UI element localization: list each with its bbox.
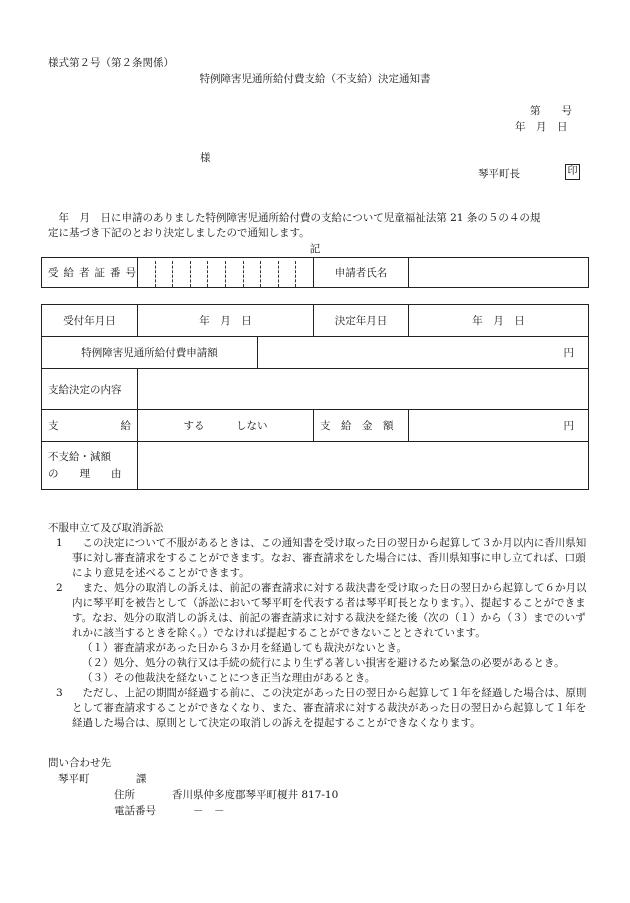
recipient-number-boxes[interactable] [138, 258, 314, 288]
decision-content-value[interactable] [138, 369, 589, 410]
contact-town: 琴平町 [58, 773, 90, 785]
reason-label: 不支給・減額 の 理 由 [42, 442, 138, 490]
appeal-subitem: （２）処分、処分の執行又は手続の続行により生ずる著しい損害を避けるため緊急の必要があるとき。 [82, 657, 565, 669]
decision-table [41, 304, 589, 490]
appeal-subitem: （３）その他裁決を経ないことにつき正当な理由があるとき。 [82, 672, 376, 684]
payment-options[interactable]: する しない [138, 410, 314, 442]
payment-amount-label: 支 給 金 額 [314, 410, 409, 442]
yen-unit: 円 [563, 347, 574, 359]
applied-amount-value[interactable] [258, 337, 589, 369]
form-number: 様式第２号（第２条関係） [48, 57, 174, 69]
appeal-item: 3 ただし、上記の期間が経過する前に、この決定があった日の翌日から起算して１年を経過した場合は、原則として審査請求することができなくなり、また、審査請求に対する裁決があった日の翌日から起算して１年を経過した場合は、原則として決定の取消しの訴えを提起することができなくなります。 [56, 687, 587, 729]
payment-amount-value[interactable] [409, 410, 589, 442]
document-date: 年 月 日 [515, 121, 568, 133]
appeal-item: 1 この決定について不服があるときは、この通知書を受け取った日の翌日から起算して３か月以内に香川県知事に対し審査請求をすることができます。なお、審査請求をした場合には、香川県知事に申し立てれば、口頭により意見を述べることができます。 [56, 537, 587, 579]
applied-amount-label: 特例障害児通所給付費申請額 [42, 337, 258, 369]
received-date-value[interactable]: 年 月 日 [138, 305, 314, 337]
addressee-suffix: 様 [200, 152, 211, 164]
phone-value: － － [193, 805, 225, 817]
document-number: 第 号 [530, 105, 572, 117]
recipient-table [41, 257, 589, 288]
seal-mark: 印 [565, 164, 580, 180]
payment-label: 支 給 [42, 410, 138, 442]
issuer-name: 琴平町長 [478, 168, 520, 180]
appeal-subitem: （１）審査請求があった日から３か月を経過しても裁決がないとき。 [82, 642, 407, 654]
yen-unit: 円 [563, 420, 574, 432]
intro-line-2: 定に基づき下記のとおり決定しましたので通知します。 [48, 227, 310, 239]
appeal-item: 2 また、処分の取消しの訴えは、前記の審査請求に対する裁決書を受け取った日の翌日から起算して６か月以内に琴平町を被告として（訴訟において琴平町を代表する者は琴平町長となります。）、提起することができます。なお、処分の取消しの訴えは、前記の審査請求に対する裁決を経た後（次の（１）から（３）までのいずれかに該当するときを除く。）でなければ提起することができないこととされています。 [56, 582, 587, 639]
applicant-name-value[interactable] [409, 258, 589, 288]
decision-date-label: 決定年月日 [314, 305, 409, 337]
applicant-name-label: 申請者氏名 [314, 258, 409, 288]
appeal-notes [48, 521, 588, 731]
contact-dept: 課 [136, 773, 147, 785]
decision-content-label: 支給決定の内容 [42, 369, 138, 410]
intro-line-1: 年 月 日に申請のありました特例障害児通所給付費の支給について児童福祉法第 21 条の５の４の規 [48, 212, 541, 224]
decision-date-value[interactable]: 年 月 日 [409, 305, 589, 337]
address-value: 香川県仲多度郡琴平町榎井 817-10 [172, 789, 339, 801]
ki-heading: 記 [309, 243, 321, 255]
reason-value[interactable] [138, 442, 589, 490]
document-title: 特例障害児通所給付費支給（不支給）決定通知書 [199, 73, 431, 85]
appeal-heading: 不服申立て及び取消訴訟 [48, 522, 164, 534]
received-date-label: 受付年月日 [42, 305, 138, 337]
contact-heading: 問い合わせ先 [48, 757, 111, 769]
recipient-number-label: 受給者証番号 [42, 258, 138, 288]
phone-label: 電話番号 [114, 805, 156, 817]
address-label: 住所 [114, 789, 135, 801]
